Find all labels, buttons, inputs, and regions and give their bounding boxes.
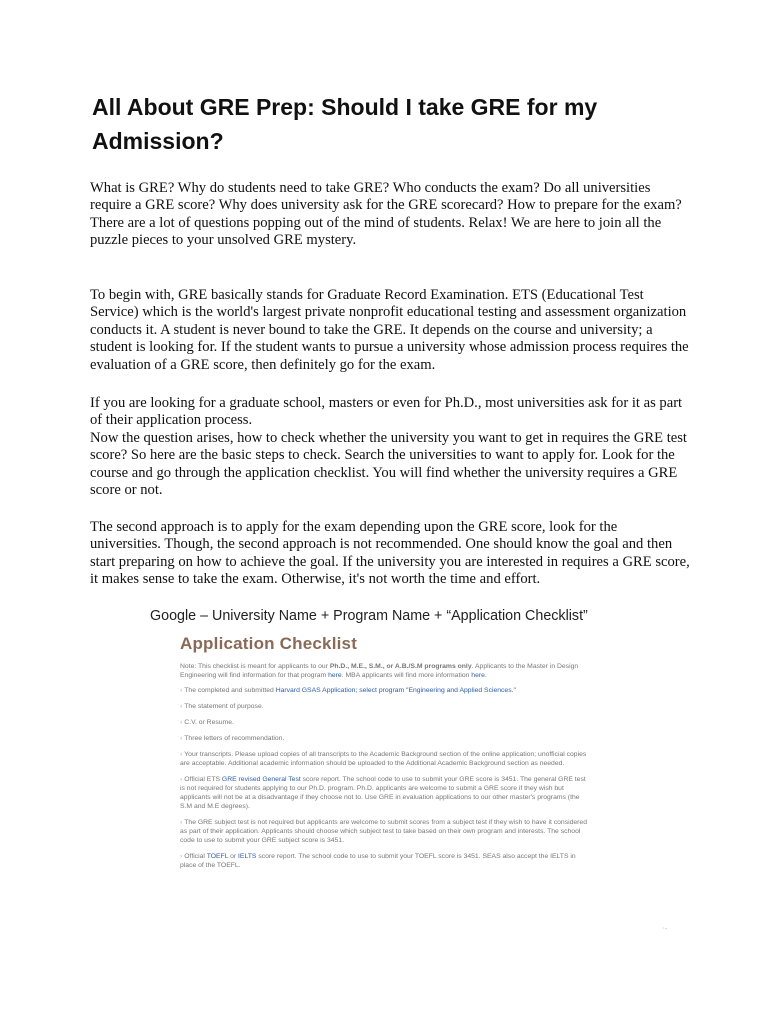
gsas-application-link[interactable]: Harvard GSAS Application; select program "Engineering and Applied Sciences." <box>275 687 516 694</box>
checklist-item-transcripts <box>180 750 590 768</box>
item-text: Your transcripts. Please upload copies of all transcripts to the Academic Background section of the online application; unofficial copies are acceptable. Additional academic information should be uploaded to the Additional Academic Background section as needed. <box>180 751 587 767</box>
paragraph-intro <box>90 180 690 250</box>
checklist-item-toefl <box>180 852 590 870</box>
toefl-link[interactable]: TOEFL <box>206 853 229 860</box>
corner-mark: ·- <box>662 924 668 933</box>
paragraph-gre-definition <box>90 287 690 374</box>
ielts-link[interactable]: IELTS <box>238 853 257 860</box>
paragraph-graduate-school: If you are looking for a graduate school, masters or even for Ph.D., most universities ask for it as part of their application process. <box>90 395 683 429</box>
bullet-mark: › <box>180 853 183 860</box>
paragraph-second-approach <box>90 519 690 589</box>
paragraph-second-approach-text: The second approach is to apply for the exam depending upon the GRE score, look for the universities. Though, the second approach is not recommended. One should know the goal and then start preparing on how to achieve the goal. If the university you are interested in requires a GRE score, it makes sense to take the exam. Otherwise, it's not worth the time and effort. <box>90 519 690 588</box>
item-text: Three letters of recommendation. <box>184 735 285 742</box>
figure-caption: Google – University Name + Program Name + “Application Checklist” <box>150 608 588 624</box>
item-text: Official ETS <box>184 776 222 783</box>
checklist-item-cv <box>180 718 590 727</box>
note-text-c: . Applicants to the Master in Design Engineering will find information for that program <box>180 663 579 679</box>
gre-general-test-link[interactable]: GRE revised General Test <box>221 776 301 783</box>
item-text: The statement of purpose. <box>184 703 264 710</box>
paragraph-basic-steps: Now the question arises, how to check whether the university you want to get in requires the GRE test score? So here are the basic steps to check. Search the universities to want to apply for. Look for the course and go through the application checklist. You will find whether the university requires a GRE score or not. <box>90 429 687 499</box>
note-link-here-1[interactable]: here <box>328 672 342 679</box>
item-text: score report. The school code to use to submit your TOEFL score is 3451. SEAS also accept the IELTS in place of the TOEFL. <box>180 853 576 869</box>
note-text-e: . MBA applicants will find more information <box>341 672 472 679</box>
checklist-heading: Application Checklist <box>180 634 358 653</box>
checklist-note <box>180 662 590 680</box>
item-text: C.V. or Resume. <box>184 719 234 726</box>
item-text: Official <box>184 853 207 860</box>
paragraph-gre-definition-text: To begin with, GRE basically stands for Graduate Record Examination. ETS (Educational Test Service) which is the world's largest private nonprofit educational testing and assessment organization conducts it. A student is never bound to take the GRE. It depends on the course and university; a student is looking for. If the student wants to pursue a university whose admission process requires the evaluation of a GRE score, then definitely go for the exam. <box>90 287 689 373</box>
paragraph-intro-questions: What is GRE? Why do students need to take GRE? Who conducts the exam? Do all universities require a GRE score? Why does university ask for the GRE scorecard? How to prepare for the exam? <box>90 180 682 214</box>
bullet-mark: › <box>180 719 183 726</box>
bullet-mark: › <box>180 819 183 826</box>
application-checklist-figure <box>180 630 590 906</box>
bullet-mark: › <box>180 751 183 758</box>
note-link-here-2[interactable]: here <box>471 672 485 679</box>
document-title: All About GRE Prep: Should I take GRE for my Admission? <box>92 94 598 154</box>
checklist-item-application <box>180 686 590 695</box>
item-text: or <box>228 853 239 860</box>
note-programs: Ph.D., M.E., S.M., or A.B./S.M programs only <box>329 663 472 670</box>
paragraph-intro-relax: There are a lot of questions popping out of the mind of students. Relax! We are here to join all the puzzle pieces to your unsolved GRE mystery. <box>90 214 662 249</box>
paragraph-check-university <box>90 395 690 499</box>
checklist-item-statement <box>180 702 590 711</box>
item-text: score report. The school code to use to submit your GRE score is 3451. The general GRE test is not required for students applying to our Ph.D. program. Ph.D. applicants are welcome to submit a GRE score if they wish but applicants will not be at a disadvantage if they choose not to. Use GRE in evaluation applications to our other master's programs (the S.M and M.E degrees). <box>180 776 586 810</box>
bullet-mark: › <box>180 703 183 710</box>
checklist-item-gre-general <box>180 775 590 811</box>
note-text-g: . <box>484 672 487 679</box>
note-text-a: Note: This checklist is meant for applicants to our <box>180 663 330 670</box>
item-text: The GRE subject test is not required but applicants are welcome to submit scores from a subject test if they wish to have it considered as part of their application. Applicants should choose which subject test to take based on their own program and interests. The school code to use to submit your GRE subject score is 3451. <box>180 819 587 844</box>
bullet-mark: › <box>180 687 183 694</box>
bullet-mark: › <box>180 735 183 742</box>
checklist-item-gre-subject <box>180 818 590 845</box>
item-text: The completed and submitted <box>184 687 276 694</box>
bullet-mark: › <box>180 776 183 783</box>
checklist-item-letters <box>180 734 590 743</box>
